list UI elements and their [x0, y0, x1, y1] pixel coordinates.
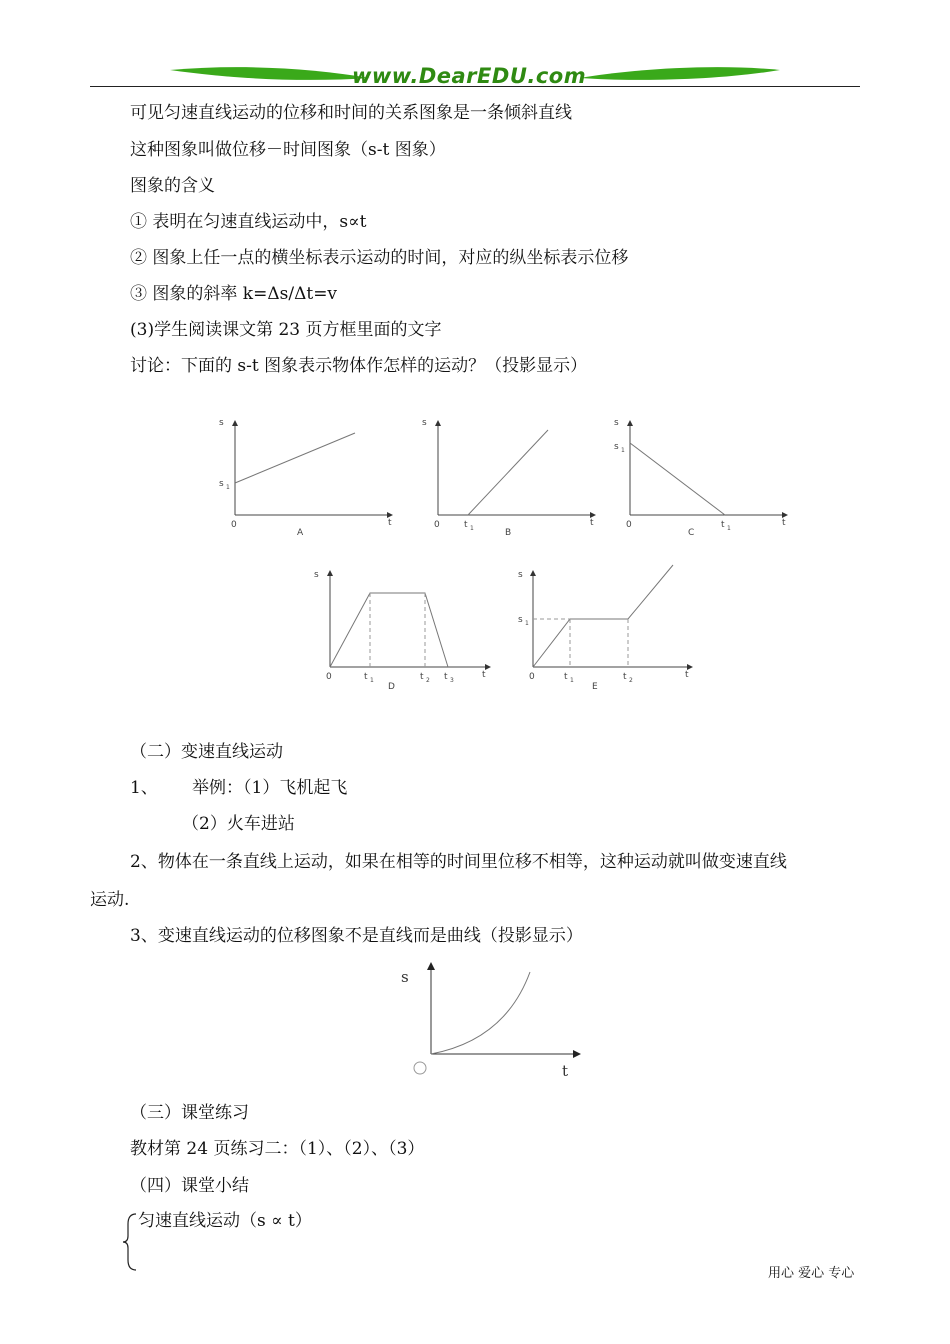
text-line: 可见匀速直线运动的位移和时间的关系图象是一条倾斜直线 — [130, 103, 572, 123]
axis-s-label: s — [518, 570, 523, 580]
s1-subscript: 1 — [621, 447, 625, 454]
text-line: ③ 图象的斜率 k=Δs/Δt=v — [130, 284, 338, 304]
axis-t-label: t — [782, 518, 786, 528]
axis-t-label: t — [388, 518, 392, 528]
text-line: 讨论：下面的 s-t 图象表示物体作怎样的运动？（投影显示） — [130, 356, 588, 376]
origin-label: 0 — [434, 520, 440, 530]
s1-label: s — [518, 615, 523, 625]
footer-motto: 用心 爱心 专心 — [768, 1266, 855, 1281]
graph-e-label: E — [592, 682, 598, 692]
t2-subscript: 2 — [426, 677, 430, 684]
graph-d-label: D — [388, 682, 395, 692]
text-line: ② 图象上任一点的横坐标表示运动的时间，对应的纵坐标表示位移 — [130, 248, 629, 268]
t3-subscript: 3 — [450, 677, 454, 684]
text-line: 这种图象叫做位移－时间图象（s-t 图象） — [130, 140, 446, 160]
origin-label: 0 — [231, 520, 237, 530]
axis-s-label: s — [314, 570, 319, 580]
s1-label: s — [219, 479, 224, 489]
t1-subscript: 1 — [570, 677, 574, 684]
t1-label: t — [721, 520, 725, 530]
header-rule — [90, 86, 860, 87]
s1-label: s — [614, 442, 619, 452]
t1-subscript: 1 — [727, 525, 731, 532]
text-line: （2）火车进站 — [182, 814, 295, 834]
t2-label: t — [623, 672, 627, 682]
t1-label: t — [564, 672, 568, 682]
section-heading: （二）变速直线运动 — [130, 742, 283, 762]
brace-icon — [120, 1210, 140, 1274]
t3-label: t — [444, 672, 448, 682]
variable-motion-graph — [395, 960, 595, 1085]
origin-label: 0 — [326, 672, 332, 682]
t2-label: t — [420, 672, 424, 682]
graph-a-label: A — [297, 528, 304, 538]
t1-label: t — [464, 520, 468, 530]
text-line: 教材第 24 页练习二：（1）、（2）、（3） — [130, 1139, 425, 1159]
graph-c-label: C — [688, 528, 695, 538]
text-line: 3、变速直线运动的位移图象不是直线而是曲线（投影显示） — [130, 926, 583, 946]
t1-label: t — [364, 672, 368, 682]
t1-subscript: 1 — [370, 677, 374, 684]
curve-axis-t: t — [562, 1062, 569, 1080]
graph-b-label: B — [505, 528, 512, 538]
text-line: 图象的含义 — [130, 176, 215, 196]
s1-subscript: 1 — [226, 484, 230, 491]
text-line: 举例：（1）飞机起飞 — [192, 778, 348, 798]
origin-label: 0 — [626, 520, 632, 530]
t1-subscript: 1 — [470, 525, 474, 532]
axis-t-label: t — [590, 518, 594, 528]
section-heading: （四）课堂小结 — [130, 1176, 249, 1196]
text-line: (3)学生阅读课文第 23 页方框里面的文字 — [130, 320, 442, 340]
st-graphs-figure — [200, 405, 820, 695]
text-line: 匀速直线运动（s ∝ t） — [138, 1211, 312, 1231]
origin-label: 0 — [529, 672, 535, 682]
text-line: 运动. — [90, 890, 130, 910]
curve-axis-s: s — [401, 968, 409, 986]
axis-t-label: t — [685, 670, 689, 680]
axis-s-label: s — [219, 418, 224, 428]
axis-s-label: s — [614, 418, 619, 428]
t2-subscript: 2 — [629, 677, 633, 684]
s1-subscript: 1 — [525, 620, 529, 627]
text-line: 2、物体在一条直线上运动，如果在相等的时间里位移不相等，这种运动就叫做变速直线 — [130, 852, 787, 872]
site-logo: www.DearEDU.com — [352, 64, 587, 88]
axis-t-label: t — [482, 670, 486, 680]
section-heading: （三）课堂练习 — [130, 1103, 249, 1123]
list-number: 1、 — [130, 778, 158, 798]
text-line: ① 表明在匀速直线运动中，s∝t — [130, 212, 367, 232]
axis-s-label: s — [422, 418, 427, 428]
